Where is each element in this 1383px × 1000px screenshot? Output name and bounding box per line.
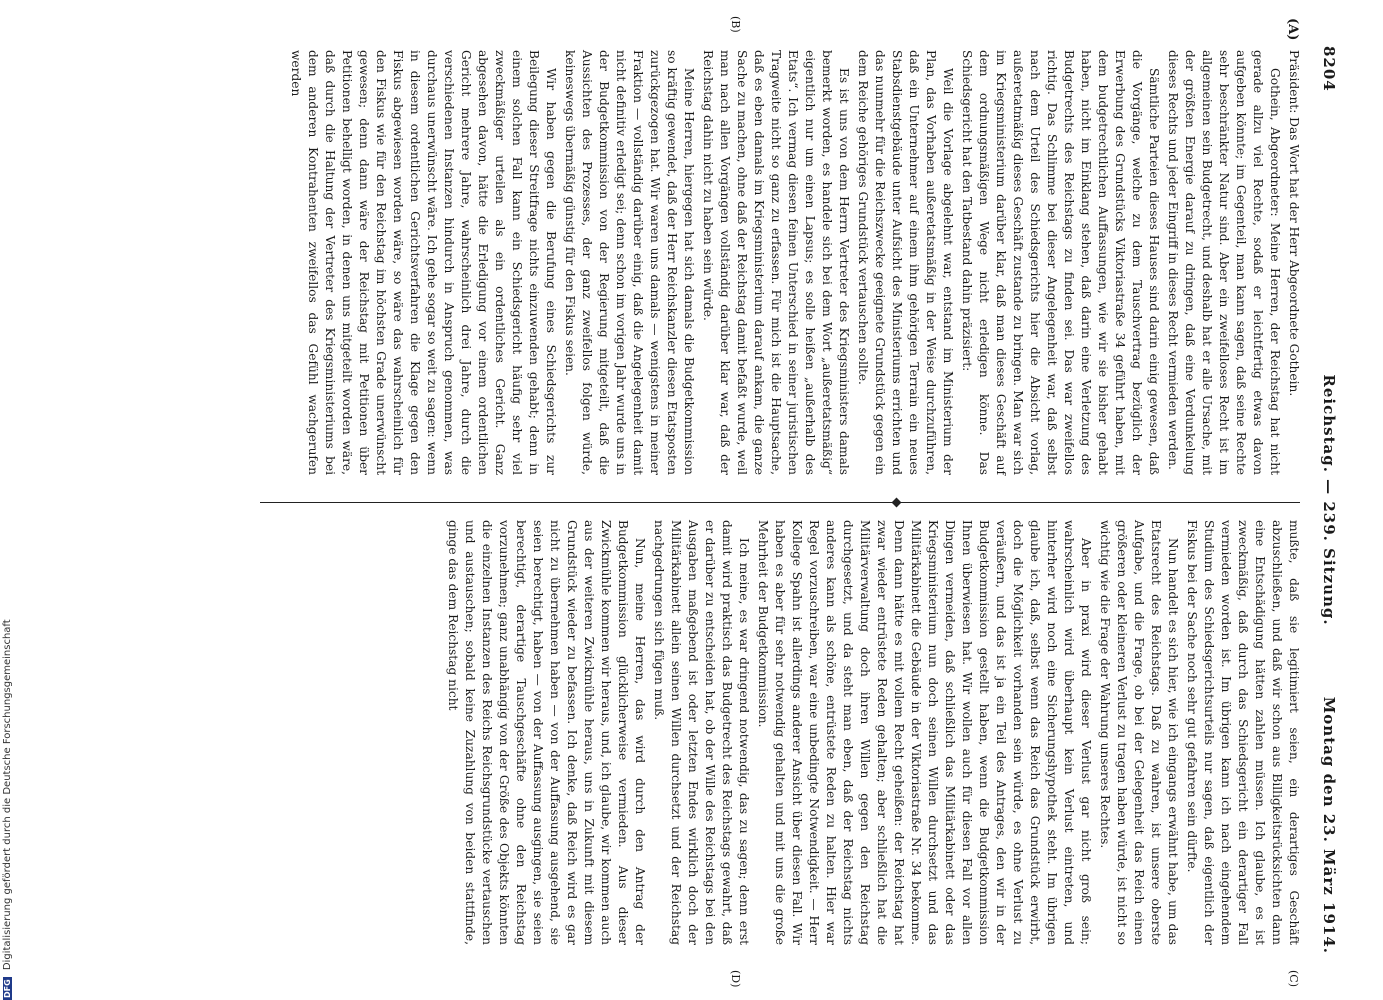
- page-header: [1316, 40, 1340, 960]
- paragraph: Gothein, Abgeordneter: Meine Herren, der Reichstag hat nicht gerade allzu viel Rechte, sodaß er leichtfertig etwas davon aufgeben könnte; im Gegenteil, man kann sagen, daß seine Rechte sehr beschränkter Natur sind. Aber ein zweifelloses Recht ist im allgemeinen sein Budgetrecht, und deshalb hat er alle Ursache, mit der größten Energie darauf zu dringen, daß eine Verdunkelung dieses Rechts und jeder Eingriff in dieses Recht vermieden werden.: [1166, 50, 1282, 475]
- paragraph: Nun handelt es sich hier, wie ich eingangs erwähnt habe, um das Etatsrecht des Reichstags. Daß zu wahren, ist unsere oberste Aufgabe, und die Frage, ob bei der Gelegenheit das Reich einen größeren oder kleineren Verlust zu tragen haben würde, ist nicht so wichtig wie die Frage der Wahrung unseres Rechtes.: [1098, 520, 1180, 945]
- paragraph: Meine Herren, hiergegen hat sich damals die Budgetkommission so kräftig gewendet, daß der Herr Reichskanzler diesen Etatsposten zurückgezogen hat. Wir waren uns damals — wenigstens in meiner Fraktion — vollständig darüber einig, daß die Angelegenheit damit nicht definitiv erledigt sei; denn schon im vorigen Jahr wurde uns in der Budgetkommission von der Regierung mitgeteilt, daß die Aussichten des Prozesses, der ganz zweifellos folgen würde, keineswegs übermäßig günstig für den Fiskus seien.: [563, 50, 696, 475]
- page-number: 8204: [1320, 46, 1338, 92]
- paragraph: Präsident: Das Wort hat der Herr Abgeordnete Gothein.: [1287, 50, 1301, 397]
- scanned-page: [60, 16, 1340, 988]
- margin-marker-a: (A): [1285, 18, 1300, 41]
- margin-marker-d: (D): [729, 970, 742, 988]
- divider-notch: [892, 498, 902, 508]
- paragraph: Sämtliche Parteien dieses Hauses sind darin einig gewesen, daß die Vorgänge, welche zu dem Tauschvertrag bezüglich der Erwerbung des Grundstücks Viktoriastraße 34 geführt haben, mit dem budgetrechtlichen Auffassungen, wie wir sie bisher gehabt haben, nicht im Einklang stehen, daß darin eine Verletzung des Budgetrechts des Reichstags zu finden sei. Das war zweifellos richtig. Das Schlimme bei dieser Angelegenheit war, daß selbst nach dem Urteil des Schiedsgerichts hier die Absicht vorlag, außeretatmäßig dieses Geschäft zustande zu bringen. Man war sich im Kriegsministerium darüber klar, daß man dieses Geschäft auf dem ordnungsmäßigen Wege nicht erledigen könne. Das Schiedsgericht hat den Tatbestand dahin präzisiert:: [960, 50, 1161, 475]
- digitization-credit: Digitalisierung gefördert durch die Deutsche Forschungsgemeinschaft: [2, 619, 13, 971]
- margin-marker-b: (B): [729, 16, 742, 33]
- paragraph: Aber in praxi wird dieser Verlust gar nicht groß sein; wahrscheinlich wird überhaupt kein Verlust eintreten, und hinterher wird noch eine Sicherungshypothek steht. Im übrigen glaube ich, daß, selbst wenn das Reich das Grundstück erwirbt, doch die Möglichkeit vorhanden sein würde, es ohne Verlust zu veräußern, und das ist ja ein Teil des Antrages, den wir in der Budgetkommission gestellt haben, wenn die Budgetkommission Ihnen überwiesen hat. Wir wollen auch für diesen Fall vor allen Dingen vermeiden, daß schließlich das Militärkabinett oder das Kriegsministerium nun doch seinen Willen durchsetzt und das Militärkabinett die Gebäude in der Viktoriastraße Nr. 34 bekomme. Denn dann hätte es mit vollem Recht geheißen: der Reichstag hat zwar wieder entrüstete Reden gehalten; aber schließlich hat die Militärverwaltung doch ihren Willen gegen den Reichstag durchgesetzt, und da steht man eben, daß der Reichstag nichts anderes kann als schöne, entrüstete Reden zu halten. Hier war Regel vorzuschreiben, war eine unbedingte Notwendigkeit. — Herr Kollege Spahn ist allerdings anderer Ansicht über diesen Fall. Wir haben es aber für sehr notwendig gehalten und mit uns die große Mehrheit der Budgetkommission.: [756, 520, 1093, 945]
- paragraph: Wir haben gegen die Berufung eines Schiedsgerichts zur Beilegung dieser Streitfrage nichts einzuwenden gehabt; denn in einem solchen Fall kann ein Schiedsgericht häufig sehr viel zweckmäßiger urteilen als ein ordentliches Gericht. Ganz abgesehen davon, hätte die Erledigung vor einem ordentlichen Gericht mehrere Jahre, wahrscheinlich drei Jahre, durch die verschiedenen Instanzen hindurch in Anspruch genommen, was durchaus unerwünscht wäre. Ich gehe sogar so weit zu sagen: wenn in diesem ordentlichen Gerichtsverfahren die Klage gegen den Fiskus abgewiesen worden wäre, so wäre das wahrscheinlich für den Fiskus wie für den Reichstag im höchsten Grade unerwünscht gewesen; denn dann wäre der Reichstag mit Petitionen über Petitionen behelligt worden, in denen uns mitgeteilt worden wäre, daß durch die Haltung der Vertreter des Kriegsministeriums bei dem anderen Kontrahenten zweifellos das Gefühl wachgerufen werden: [289, 50, 558, 475]
- paragraph: Ich meine, es war dringend notwendig, das zu sagen; denn erst damit wird praktisch das Budgetrecht des Reichstags gewahrt, daß er darüber zu entscheiden hat, ob der Wille des Reichstags bei den Ausgaben maßgebend ist oder letzten Endes wirklich doch der Militärkabinett allein seinen Willen durchsetzt und der Reichstag nachgedrungen sich fügen muß.: [652, 520, 751, 945]
- dfg-logo: DFG: [2, 979, 12, 998]
- margin-marker-c: (C): [1287, 970, 1300, 987]
- left-column: [285, 50, 1302, 475]
- paragraph: mußte, daß sie legitimiert seien, ein derartiges Geschäft abzuschließen, und daß wir schon aus Billigkeitsrücksichten dann eine Entschädigung hätten zahlen müssen. Ich glaube, es ist zweckmäßig, daß durch das Schiedsgericht ein derartiger Fall vermieden worden ist. Im übrigen kann ich nach eingehendem Studium des Schiedsgerichtsurteils nur sagen, daß eigentlich der Fiskus bei der Sache noch sehr gut gefahren sein dürfte.: [1185, 520, 1301, 945]
- digitization-footer: [2, 0, 16, 1000]
- running-title: Reichstag. — 239. Sitzung.: [1320, 374, 1338, 626]
- paragraph: Es ist uns von dem Herrn Vertreter des Kriegsministers damals bemerkt worden, es handele sich bei dem Wort „außeretatsmäßig“ eigentlich nur um einen Lapsus; es solle heißen „außerhalb des Etats“. Ich vermag diesen feinen Unterschied in seiner juristischen Tragweite nicht so ganz zu erfassen. Für mich ist die Hauptsache, daß es eben damals im Kriegsministerium darauf ankam, die ganze Sache zu machen, ohne daß der Reichstag damit befaßt wurde, weil man nach allen Vorgängen vollständig darüber klar war, daß der Reichstag dahin nicht zu haben sein würde.: [701, 50, 851, 475]
- session-date: Montag den 23. März 1914.: [1320, 696, 1338, 954]
- paragraph: Weil die Vorlage abgelehnt war, entstand im Ministerium der Plan, das Vorhaben außeretatsmäßig in der Weise durchzuführen, daß ein Unternehmer auf einem ihm gehörigen Terrain ein neues Stabsdienstgebäude unter Aufsicht des Ministeriums errichten und das nunmehr für die Reichszwecke geeignete Grundstück gegen ein dem Reiche gehöriges Grundstück vertauschen sollte.: [856, 50, 955, 475]
- column-divider: [260, 502, 1300, 503]
- paragraph: Nun, meine Herren, das wird durch den Antrag der Budgetkommission glücklicherweise vermieden. Aus dieser Zwickmühle kommen wir heraus, und, ich glaube, wir kommen auch aus der weiteren Zwickmühle heraus, uns in Zukunft mit diesem Grundstück wieder zu befassen. Ich denke, daß Reich wird es gar nicht zu übernehmen haben — von der Auffassung ausgehend, sie seien berechtigt, haben — von der Auffassung ausgingen, sie seien berechtigt, derartige Tauschgeschäfte ohne den Reichstag vorzunehmen; ganz unabhängig von der Größe des Objekts könnten die einzelnen Instanzen des Reichs Reichsgrundstücke vertauschen und austauschen; sobald keine Zuzahlung von beiden stattfinde, ginge das dem Reichstag nicht: [446, 520, 647, 945]
- right-column: [442, 520, 1302, 945]
